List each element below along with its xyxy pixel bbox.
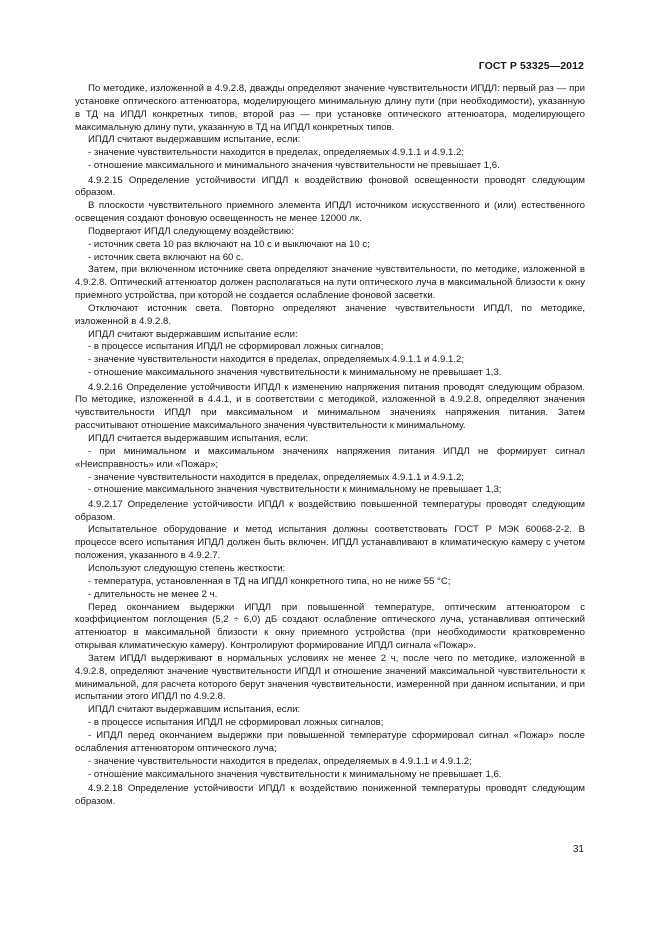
list-item: - отношение максимального значения чувствительности к минимальному не превышает 1,6. bbox=[88, 768, 502, 780]
paragraph: 4.9.2.15 Определение устойчивости ИПДЛ к воздействию фоновой освещенности проводят следующим образом. bbox=[75, 174, 585, 199]
page-number: 31 bbox=[572, 844, 584, 855]
paragraph: Испытательное оборудование и метод испытания должны соответствовать ГОСТ Р МЭК 60068-2-2. В процессе всего испытания ИПДЛ должен быть включен. ИПДЛ устанавливают в климатическую камеру с учетом положения, указанного в 4.9.2.7. bbox=[75, 524, 585, 562]
list-item: - в процессе испытания ИПДЛ не сформировал ложных сигналов; bbox=[88, 717, 384, 729]
list-item: - источник света включают на 60 с. bbox=[88, 251, 244, 263]
paragraph: Подвергают ИПДЛ следующему воздействию: bbox=[88, 225, 294, 237]
list-item: - отношение максимального значения чувствительности к минимальному не превышает 1,3; bbox=[88, 484, 502, 496]
list-item: - значение чувствительности находится в пределах, определяемых 4.9.1.1 и 4.9.1.2; bbox=[88, 471, 465, 483]
paragraph: ИПДЛ считают выдержавшим испытание, если: bbox=[88, 134, 301, 146]
paragraph: 4.9.2.18 Определение устойчивости ИПДЛ к воздействию пониженной температуры проводят следующим образом. bbox=[75, 782, 585, 807]
paragraph: - при минимальном и максимальном значениях напряжения питания ИПДЛ не формирует сигнал «Неисправность» или «Пожар»; bbox=[75, 445, 585, 470]
list-item: - значение чувствительности находится в пределах, определяемых 4.9.1.1 и 4.9.1.2; bbox=[88, 354, 465, 366]
list-item: - длительность не менее 2 ч. bbox=[88, 588, 218, 600]
paragraph: Затем, при включенном источнике света определяют значение чувствительности, по методике, изложенной в 4.9.2.8. Оптический аттенюатор должен располагаться на пути оптического луча в максимальной близости к окну приемного устройства, при которой не создается ослабление фоновой засветки. bbox=[75, 264, 585, 302]
document-body bbox=[75, 83, 585, 809]
paragraph: По методике, изложенной в 4.9.2.8, дважды определяют значение чувствительности ИПДЛ: первый раз — при установке оптического аттенюатора, моделирующего минимальную длину пути (при необходимости), указанную в ТД на ИПДЛ конкретных типов, второй раз — при установке оптического аттенюатора, моделирующего максимальную длину пути, указанную в ТД на ИПДЛ конкретных типов. bbox=[75, 83, 585, 133]
paragraph: Перед окончанием выдержки ИПДЛ при повышенной температуре, оптическим аттенюатором с коэффициентом поглощения (5,2 ÷ 6,0) дБ создают ослабление оптического луча, устанавливая оптический аттенюатор в максимальной близости к окну приемного устройства (при необходимости кратковременно открывая климатическую камеру). Контролируют формирование ИПДЛ сигнала «Пожар». bbox=[75, 601, 585, 652]
standard-header: ГОСТ Р 53325—2012 bbox=[478, 60, 584, 72]
paragraph: В плоскости чувствительного приемного элемента ИПДЛ источником искусственного и (или) естественного освещения создают фоновую освещенность не менее 12000 лк. bbox=[75, 200, 585, 225]
paragraph: Используют следующую степень жесткости: bbox=[88, 563, 286, 574]
paragraph: 4.9.2.16 Определение устойчивости ИПДЛ к изменению напряжения питания проводят следующим образом. По методике, изложенной в 4.4.1, и в соответствии с методикой, изложенной в 4.9.2.8, определяют значения чувствительности ИПДЛ при максимальном и минимальном значениях напряжения питания. Затем рассчитывают отношение максимального значения чувствительности к минимальному. bbox=[75, 381, 585, 432]
list-item: - отношение максимального значения чувствительности к минимальному не превышает 1,3. bbox=[88, 367, 502, 379]
paragraph: Отключают источник света. Повторно определяют значение чувствительности ИПДЛ, по методике, изложенной в 4.9.2.8. bbox=[75, 302, 585, 327]
list-item: - температура, установленная в ТД на ИПДЛ конкретного типа, но не ниже 55 °С; bbox=[88, 575, 451, 587]
list-item: - источник света 10 раз включают на 10 с и выключают на 10 с; bbox=[88, 238, 370, 250]
paragraph: - ИПДЛ перед окончанием выдержки при повышенной температуре сформировал сигнал «Пожар» после ослабления аттенюатором оптического луча; bbox=[75, 729, 585, 754]
list-item: - значение чувствительности находится в пределах, определяемых в 4.9.1.1 и 4.9.1.2; bbox=[88, 755, 472, 767]
list-item: - в процессе испытания ИПДЛ не сформировал ложных сигналов; bbox=[88, 341, 384, 353]
list-item: - отношение максимального и минимального значения чувствительности не превышает 1,6. bbox=[88, 160, 500, 172]
list-item: - значение чувствительности находится в пределах, определяемых 4.9.1.1 и 4.9.1.2; bbox=[88, 147, 465, 159]
paragraph: ИПДЛ считается выдержавшим испытания, если: bbox=[88, 432, 309, 444]
paragraph: ИПДЛ считают выдержавшим испытания, если: bbox=[88, 704, 301, 716]
paragraph: Затем ИПДЛ выдерживают в нормальных условиях не менее 2 ч, после чего по методике, изложенной в 4.9.2.8, определяют значение чувствительности ИПДЛ и отношение значений максимальной чувствительности к минимальной, для расчета которого берут значения чувствительности, измеренной при данном испытании, и при испытании этого ИПДЛ по 4.9.2.8. bbox=[75, 652, 585, 703]
paragraph: ИПДЛ считают выдержавшим испытание если: bbox=[88, 328, 298, 340]
paragraph: 4.9.2.17 Определение устойчивости ИПДЛ к воздействию повышенной температуры проводят следующим образом. bbox=[75, 498, 585, 523]
